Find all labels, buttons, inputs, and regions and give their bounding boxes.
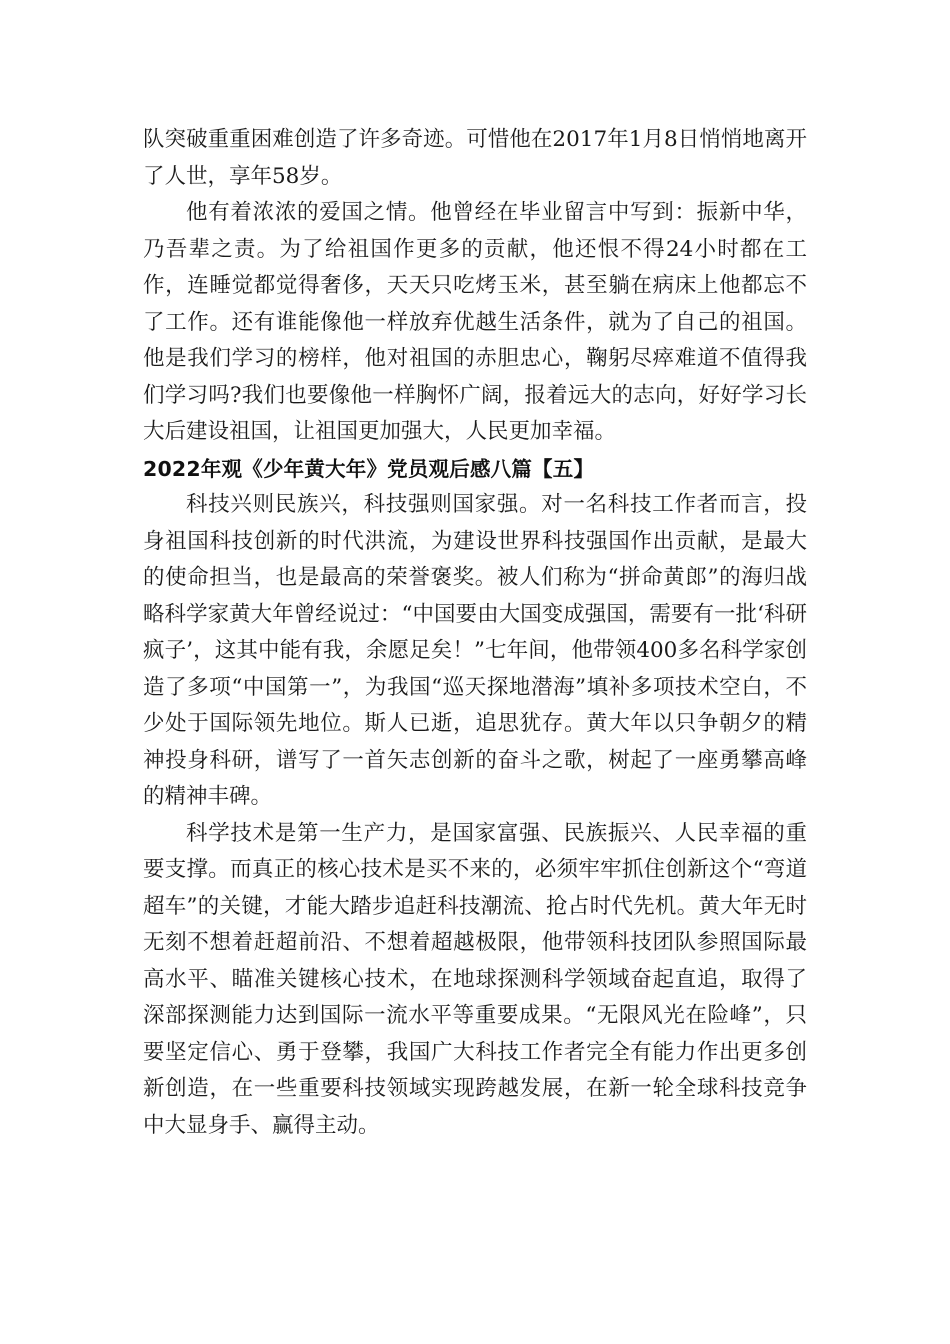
paragraph-patriotism: 他有着浓浓的爱国之情。他曾经在毕业留言中写到：振新中华，乃吾辈之责。为了给祖国作更多的贡献，他还恨不得24小时都在工作，连睡觉都觉得奢侈，天天只吃烤玉米，甚至躺在病床上他都忘不了工作。还有谁能像他一样放弃优越生活条件，就为了自己的祖国。他是我们学习的榜样，他对祖国的赤胆忠心，鞠躬尽瘁难道不值得我们学习吗?我们也要像他一样胸怀广阔，报着远大的志向，好好学习长大后建设祖国，让祖国更加强大，人民更加幸福。 (143, 200, 807, 444)
section-heading: 2022年观《少年黄大年》党员观后感八篇【五】 (143, 456, 595, 481)
document-body (143, 122, 807, 1144)
paragraph-continued: 队突破重重困难创造了许多奇迹。可惜他在2017年1月8日悄悄地离开了人世，享年58岁。 (143, 127, 807, 189)
paragraph-innovation: 科技兴则民族兴，科技强则国家强。对一名科技工作者而言，投身祖国科技创新的时代洪流，为建设世界科技强国作出贡献，是最大的使命担当，也是最高的荣誉褒奖。被人们称为“拼命黄郎”的海归战略科学家黄大年曾经说过：“中国要由大国变成强国，需要有一批‘科研疯子’，这其中能有我，余愿足矣！”七年间，他带领400多名科学家创造了多项“中国第一”，为我国“巡天探地潜海”填补多项技术空白，不少处于国际领先地位。斯人已逝，追思犹存。黄大年以只争朝夕的精神投身科研，谱写了一首矢志创新的奋斗之歌，树起了一座勇攀高峰的精神丰碑。 (143, 492, 807, 809)
paragraph-core-technology: 科学技术是第一生产力，是国家富强、民族振兴、人民幸福的重要支撑。而真正的核心技术是买不来的，必须牢牢抓住创新这个“弯道超车”的关键，才能大踏步追赶科技潮流、抢占时代先机。黄大年无时无刻不想着赶超前沿、不想着超越极限，他带领科技团队参照国际最高水平、瞄准关键核心技术，在地球探测科学领域奋起直追，取得了深部探测能力达到国际一流水平等重要成果。“无限风光在险峰”，只要坚定信心、勇于登攀，我国广大科技工作者完全有能力作出更多创新创造，在一些重要科技领域实现跨越发展，在新一轮全球科技竞争中大显身手、赢得主动。 (143, 820, 807, 1138)
